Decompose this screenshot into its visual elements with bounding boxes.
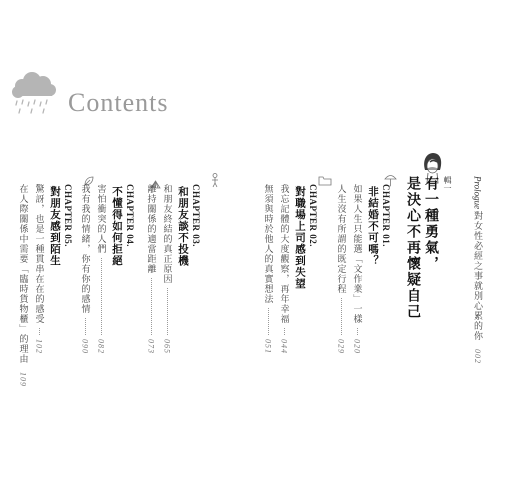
toc-entry[interactable] xyxy=(94,184,108,354)
part-label: 輯一 xyxy=(443,176,452,192)
toc-entry-text: 人生沒有所謂的既定行程 xyxy=(335,184,346,294)
page-number: 065 xyxy=(162,339,172,354)
chapter-block xyxy=(144,184,201,354)
rain-cloud-icon xyxy=(10,72,58,118)
part-title-line-1: 有一種勇氣， xyxy=(423,176,439,272)
chapter-label: CHAPTER 04. xyxy=(125,184,135,248)
page-number: 051 xyxy=(263,339,273,354)
toc-entry-text: 如果人生只能選「文作業」一樣 xyxy=(351,184,362,324)
toc-entry-text: 害怕衝突的人們 xyxy=(95,184,106,254)
toc-entry[interactable] xyxy=(261,184,275,354)
toc-entry-text: 驚訝，也是一種貫串在在的感受 xyxy=(33,184,44,324)
dotted-leader xyxy=(85,318,86,335)
chapter-block xyxy=(78,184,135,354)
toc-entry[interactable] xyxy=(32,184,46,354)
dotted-leader xyxy=(268,308,269,335)
page-number: 020 xyxy=(352,339,362,354)
page-number: 002 xyxy=(473,349,482,365)
figure-icon xyxy=(210,173,220,188)
chapter-label: CHAPTER 05. xyxy=(63,184,73,248)
toc-entry[interactable] xyxy=(144,184,158,354)
chapter-label: CHAPTER 02. xyxy=(308,184,318,248)
toc-entry-text: 離持關係的適當距離 xyxy=(145,184,156,274)
chapter-label: CHAPTER 01. xyxy=(381,184,391,248)
toc-entry[interactable] xyxy=(160,184,174,354)
toc-entry[interactable] xyxy=(277,184,291,354)
chapter-title[interactable]: 非結婚不可嗎？ xyxy=(367,186,379,267)
page-number: 102 xyxy=(34,339,44,354)
contents-heading: Contents xyxy=(68,88,169,117)
page-number: 109 xyxy=(18,372,28,387)
chapter-block xyxy=(261,184,318,354)
toc-entry[interactable] xyxy=(16,184,30,387)
toc-entry[interactable] xyxy=(350,184,364,354)
dotted-leader xyxy=(341,298,342,335)
page-number: 090 xyxy=(80,339,90,354)
part-title-line-2: 是決心不再懷疑自己 xyxy=(405,176,421,320)
chapter-title[interactable]: 和朋友談不投機 xyxy=(177,186,189,267)
dotted-leader xyxy=(284,328,285,335)
prologue-label: Prologue xyxy=(472,176,483,210)
toc-entry[interactable] xyxy=(334,184,348,354)
page-number: 082 xyxy=(96,339,106,354)
folder-icon xyxy=(318,174,332,186)
prologue-column[interactable] xyxy=(471,176,484,365)
chapter-block xyxy=(16,184,73,387)
part-title-block xyxy=(404,176,453,320)
chapter-label: CHAPTER 03. xyxy=(191,184,201,248)
toc-entry-text: 無須與時於他人的真實想法 xyxy=(262,184,273,304)
chapter-title[interactable]: 對職場上司感到失望 xyxy=(294,186,306,290)
chapter-title[interactable]: 對朋友感到陌生 xyxy=(49,186,61,267)
dotted-leader xyxy=(151,278,152,335)
dotted-leader xyxy=(101,258,102,335)
page-number: 073 xyxy=(146,339,156,354)
dotted-leader xyxy=(167,288,168,335)
toc-entry[interactable] xyxy=(78,184,92,354)
toc-entry-text: 對女性必經之事就別心累的你 xyxy=(472,211,482,342)
page-number: 029 xyxy=(336,339,346,354)
page-number: 044 xyxy=(279,339,289,354)
toc-entry-text: 在人際關係中需要「臨時貨物櫃」的理由 xyxy=(17,184,28,364)
toc-entry-text: 我忘記體的大度觀察，再年幸福 xyxy=(278,184,289,324)
dotted-leader xyxy=(357,328,358,335)
dotted-leader xyxy=(39,328,40,335)
toc-entry-text: 和朋友終結的真正原因 xyxy=(161,184,172,284)
chapter-title[interactable]: 不懂得如何拒絕 xyxy=(111,186,123,267)
chapter-block xyxy=(334,184,391,354)
toc-entry-text: 我有我的情緒，你有你的感情 xyxy=(79,184,90,314)
